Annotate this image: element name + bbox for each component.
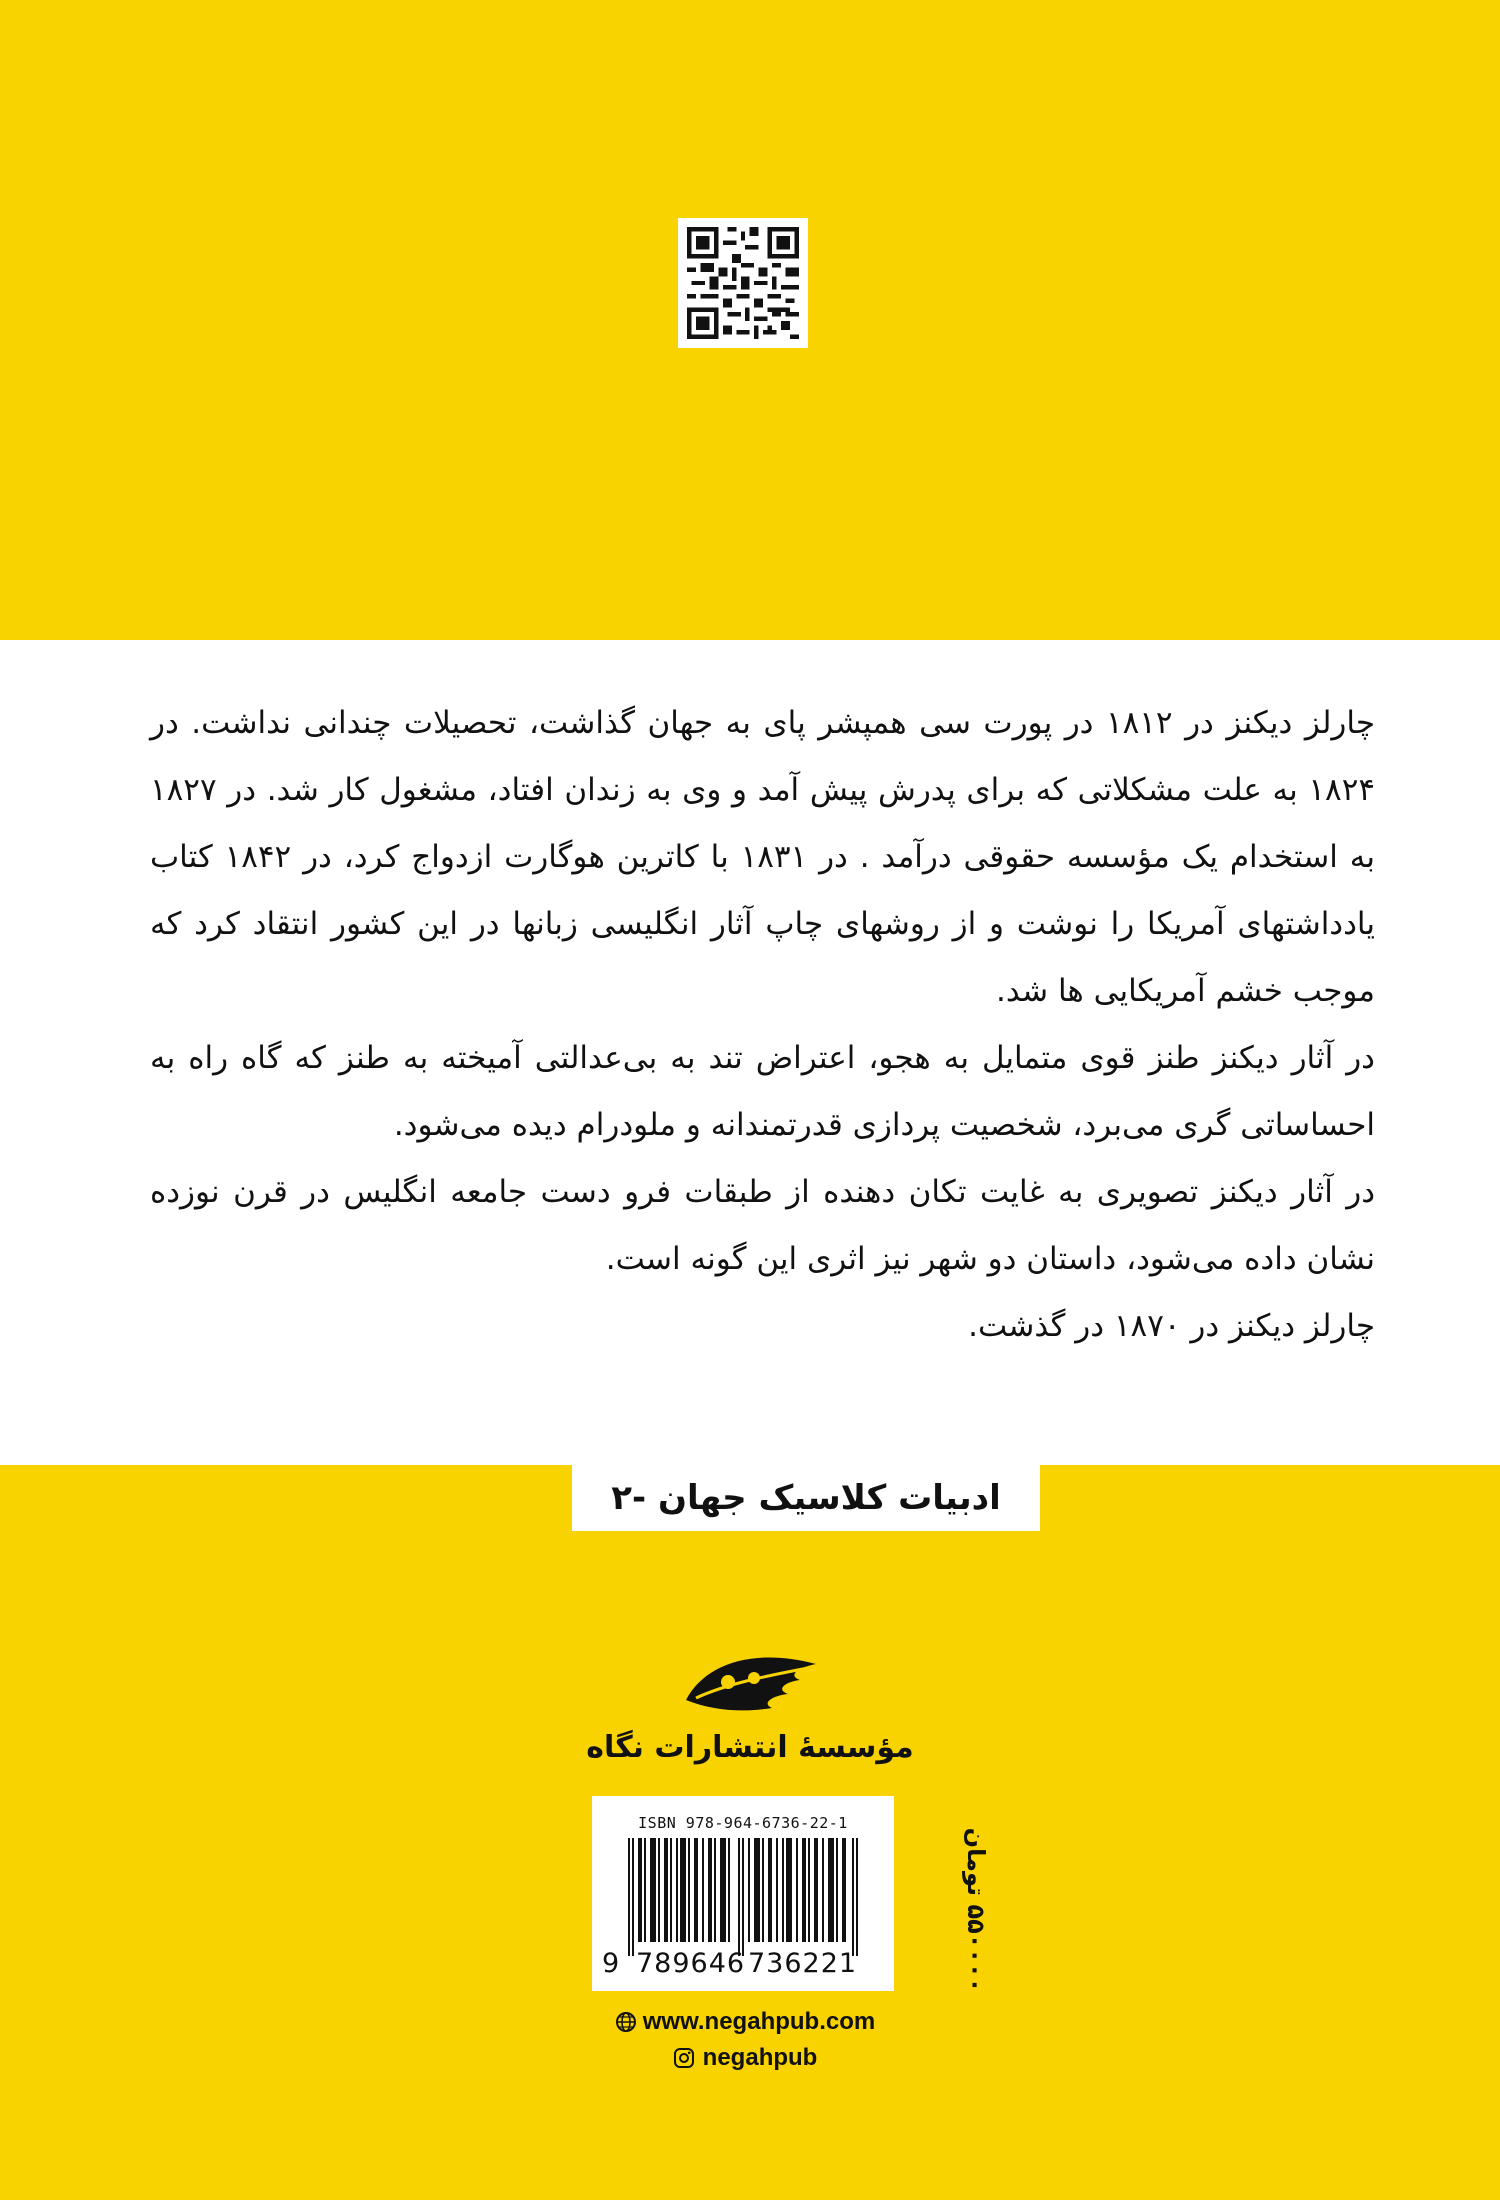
barcode-digits-left: 789646 bbox=[636, 1948, 746, 1979]
bio-paragraph-3: در آثار دیکنز تصویری به غایت تکان دهنده از طبقات فرو دست جامعه انگلیس در قرن نوزده نشان داده می‌شود، داستان دو شهر نیز اثری این گونه است. bbox=[150, 1174, 1375, 1277]
barcode-digit-first: 9 bbox=[602, 1948, 620, 1979]
globe-icon bbox=[615, 2011, 637, 2033]
publisher-name: مؤسسهٔ انتشارات نگاه bbox=[586, 1730, 914, 1765]
barcode-digits bbox=[592, 1948, 894, 1982]
instagram-icon bbox=[673, 2047, 695, 2069]
price-label: ۵۵۰۰۰۰ تومان bbox=[962, 1827, 990, 1993]
publisher-website[interactable] bbox=[590, 2006, 900, 2038]
barcode-panel bbox=[592, 1796, 894, 1991]
website-url: www.negahpub.com bbox=[642, 2008, 876, 2035]
author-biography bbox=[150, 690, 1375, 1360]
instagram-handle: negahpub bbox=[702, 2044, 818, 2071]
negah-feather-logo-icon bbox=[676, 1642, 826, 1722]
publisher-instagram[interactable] bbox=[590, 2042, 900, 2074]
isbn-number: ISBN 978-964-6736-22-1 bbox=[638, 1814, 848, 1832]
series-badge bbox=[572, 1465, 1040, 1531]
series-label: ادبیات کلاسیک جهان -۲ bbox=[611, 1478, 1001, 1518]
bio-paragraph-1: چارلز دیکنز در ۱۸۱۲ در پورت سی همپشر پای به جهان گذاشت، تحصیلات چندانی نداشت. در ۱۸۲۴ به علت مشکلاتی که برای پدرش پیش آمد و وی به زندان افتاد، مشغول کار شد. در ۱۸۲۷ به استخدام یک مؤسسه حقوقی درآمد . در ۱۸۳۱ با کاترین هوگارت ازدواج کرد، در ۱۸۴۲ کتاب یادداشتهای آمریکا را نوشت و از روشهای چاپ آثار انگلیسی زبانها در این کشور انتقاد کرد که موجب خشم آمریکایی ها شد. bbox=[150, 705, 1375, 1009]
qr-code-icon bbox=[678, 218, 808, 348]
bio-paragraph-4: چارلز دیکنز در ۱۸۷۰ در گذشت. bbox=[968, 1308, 1375, 1344]
barcode-bars bbox=[628, 1838, 858, 1956]
qr-code[interactable] bbox=[678, 218, 808, 348]
bio-paragraph-2: در آثار دیکنز طنز قوی متمایل به هجو، اعتراض تند به بی‌عدالتی آمیخته به طنز که گاه راه به احساساتی گری می‌برد، شخصیت پردازی قدرتمندانه و ملودرام دیده می‌شود. bbox=[150, 1040, 1375, 1143]
publisher-logo bbox=[676, 1642, 826, 1722]
barcode-icon bbox=[628, 1838, 858, 1956]
barcode-digits-right: 736221 bbox=[748, 1948, 858, 1979]
